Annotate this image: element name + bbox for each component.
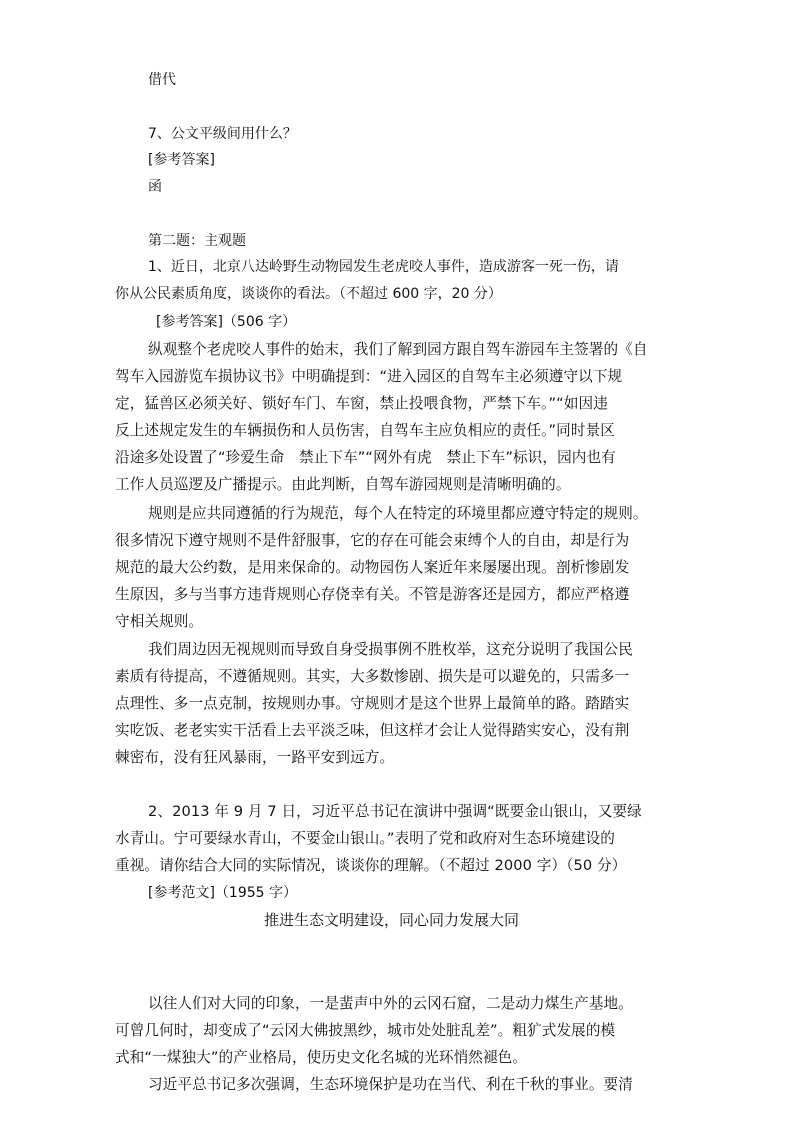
paragraph-line: 棘密布，没有狂风暴雨，一路平安到远方。 [115,749,395,766]
essay-title: 推进生态文明建设，同心同力发展大同 [264,911,520,929]
paragraph-line: 规范的最大公约数，是用来保命的。动物园伤人案近年来屡屡出现。剖析惨剧发 [115,559,630,576]
question-2-line: 2、2013 年 9 月 7 日，习近平总书记在演讲中强调“既要金山银山，又要绿 [148,803,642,820]
paragraph-line: 驾车入园游览车损协议书》中明确提到：“进入园区的自驾车主必须遵守以下规 [115,368,623,385]
paragraph-line: 工作人员巡逻及广播提示。由此判断，自驾车游园规则是清晰明确的。 [115,476,571,493]
paragraph-line: 式和“一煤独大”的产业格局，使历史文化名城的光环悄然褪色。 [115,1049,528,1066]
question-2-line: 重视。请你结合大同的实际情况，谈谈你的理解。（不超过 2000 字）（50 分） [115,857,627,874]
answer-label: [参考答案] [148,152,215,168]
paragraph-line: 反上述规定发生的车辆损伤和人员伤害，自驾车主应负相应的责任。”同时景区 [115,422,615,439]
answer-label: [参考答案]（506 字） [156,314,297,330]
question-7: 7、公文平级间用什么？ [148,126,297,142]
paragraph-line: 实吃饭、老老实实干活看上去平淡乏味，但这样才会让人觉得踏实安心，没有荆 [115,722,630,739]
paragraph-line: 我们周边因无视规则而导致自身受损事例不胜枚举，这充分说明了我国公民 [148,641,633,658]
paragraph-line: 很多情况下遵守规则不是件舒服事，它的存在可能会束缚个人的自由，却是行为 [115,532,630,549]
paragraph-line: 守相关规则。 [115,613,204,630]
section-heading: 第二题：主观题 [148,233,246,249]
question-1-line: 你从公民素质角度，谈谈你的看法。（不超过 600 字，20 分） [115,286,502,302]
question-2-line: 水青山。宁可要绿水青山，不要金山银山。”表明了党和政府对生态环境建设的 [115,830,615,847]
essay-label: [参考范文]（1955 字） [148,885,298,901]
text-line: 借代 [148,72,176,88]
paragraph-line: 生原因，多与当事方违背规则心存侥幸有关。不管是游客还是园方，都应严格遵 [115,586,630,603]
paragraph-line: 纵观整个老虎咬人事件的始末，我们了解到园方跟自驾车游园车主签署的《自 [148,341,648,358]
paragraph-line: 习近平总书记多次强调，生态环境保护是功在当代、利在千秋的事业。要清 [148,1076,633,1093]
paragraph-line: 沿途多处设置了“珍爱生命 禁止下车”“网外有虎 禁止下车”标识，园内也有 [115,449,616,466]
answer-text: 函 [148,179,162,195]
paragraph-line: 可曾几何时，却变成了“云冈大佛披黑纱，城市处处脏乱差”。粗犷式发展的模 [115,1022,616,1039]
paragraph-line: 点理性、多一点克制，按规则办事。守规则才是这个世界上最简单的路。踏踏实 [115,695,630,712]
paragraph-line: 规则是应共同遵循的行为规范，每个人在特定的环境里都应遵守特定的规则。 [148,505,648,522]
paragraph-line: 定，猛兽区必须关好、锁好车门、车窗，禁止投喂食物，严禁下车。”“如因违 [115,395,608,412]
paragraph-line: 以往人们对大同的印象，一是蜚声中外的云冈石窟，二是动力煤生产基地。 [148,995,633,1012]
question-1-line: 1、近日，北京八达岭野生动物园发生老虎咬人事件，造成游客一死一伤，请 [148,259,619,275]
paragraph-line: 素质有待提高，不遵循规则。其实，大多数惨剧、损失是可以避免的，只需多一 [115,668,630,685]
